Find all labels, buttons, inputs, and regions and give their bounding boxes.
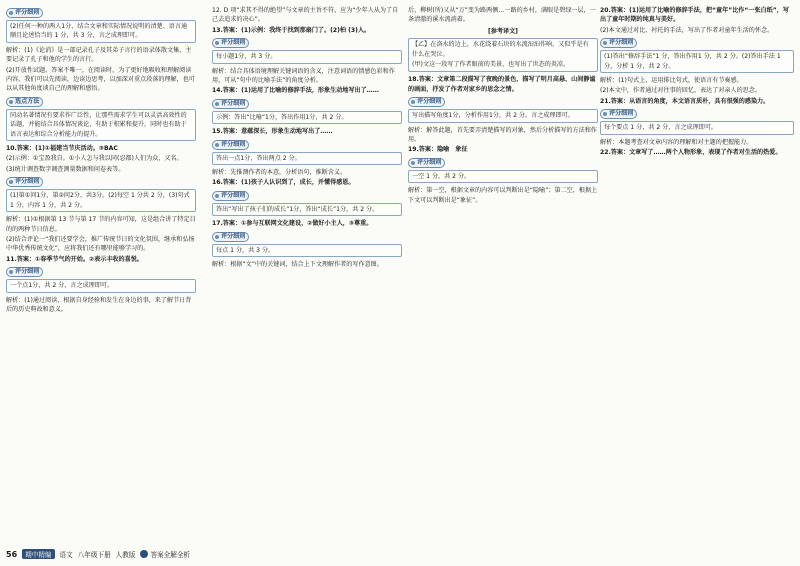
page-number: 56	[6, 549, 18, 559]
scoring-tag: 评分细则	[212, 191, 249, 201]
scoring-tag: 评分细则	[212, 232, 249, 242]
scoring-box: (2)任何一种的两人1分，结合文章和实际情况说明的清楚、语言通顺且论述恰当的 1 分，共 3 分，言之成理即可。	[6, 20, 196, 43]
column-2	[212, 6, 402, 548]
brand-label: 期中精编	[22, 549, 54, 559]
column-3	[408, 6, 598, 548]
scoring-box: (1)答出“修辞手法”1 分，答出作用1 分，共 2 分。(2)答出手法 1 分，分析 1 分，共 2 分。	[600, 50, 794, 73]
scoring-tag: 评分细则	[6, 267, 43, 277]
scoring-box: (1)第①问1分，第②问2分，共3分。(2)每空 1 分共 2 分，(3)句式 1 分，内容 1 分，共 2 分。	[6, 189, 196, 212]
circle-logo-icon	[140, 550, 148, 558]
scoring-box: 答出“写出了孩子们的成长”1分，答出“成长”1分，共 2 分。	[212, 203, 402, 216]
column-1	[6, 6, 196, 536]
answer-18: 18.答案：文章第二段描写了夜晚的景色，描写了明月高悬、山间静谧的画面，抒发了作者对家乡的思念之情。	[408, 76, 596, 93]
scoring-box: 答出一点1分，答出两点 2 分。	[212, 152, 402, 165]
answer-10-c: (3)统计调查数字调查测量数据和问卷表等。	[6, 165, 125, 173]
analysis-paragraph: 解析：(1)通过阅读，根据自身经验和发生在身边的事，来了解节日背后的历史典故和意义。	[6, 296, 192, 313]
scoring-box: 每点 1 分，共 3 分。	[212, 244, 402, 257]
analysis-paragraph: 解析：(1)《论消》是一部记录孔子及其弟子言行的语录体散文集，主要记录了孔子和他的学生的言行。	[6, 46, 192, 64]
page-footer	[6, 547, 366, 561]
scoring-box: 一个点1分，共 2 分，言之成理即可。	[6, 279, 196, 292]
scoring-tag: 评分细则	[212, 99, 249, 109]
analysis-paragraph: 解析：结合具体语境理解关键词语的含义，注意词语的情感色彩和作用，可从“句中的比喻手法”的角度分析。	[212, 67, 395, 85]
analysis-paragraph: 解析：解答此题，首先要弄清楚描写的对象，然后分析描写的方法和作用。	[408, 126, 597, 144]
answer-19: 19.答案：隐喻 象征	[408, 146, 468, 154]
analysis-paragraph: (2)开放性试题。答案不唯一。在阅读时，为了更好地吸收和理解阅读内容，我们可以先阅读，边读边思考，以加深对重点段落的理解，也可以从其他角度谈自己的理解和感悟。	[6, 66, 195, 93]
scoring-box: 一空 1 分，共 2 分。	[408, 170, 598, 183]
paragraph: 后，柳树(所)又从“万”变为路两侧…一路的乡村，满眼是碧绿一层，一条清澈的溪水流淌着。	[408, 7, 596, 24]
scoring-box: 每个要点 1 分，共 2 分，言之成理即可。	[600, 121, 794, 134]
scoring-box: 写出描写角度1分，分析作用1分，共 2 分。言之成理即可。	[408, 109, 598, 122]
answer-17: 17.答案：①参与互联网文化建设，②做好小主人，③尊重。	[212, 220, 373, 228]
answer-22: 22.答案：文章写了……两个人物形象，表现了作者对生活的热爱。	[600, 149, 782, 157]
answer-13: 13.答案：(1)示例：我终于找到那扇门了。(2)柏 (3)人。	[212, 26, 371, 34]
scoring-tag: 评分细则	[212, 38, 249, 48]
analysis-paragraph: 解析：先推测作者的本意，分析语句，推断含义。	[212, 169, 347, 177]
scoring-tag: 评分细则	[600, 38, 637, 48]
analysis-paragraph: (2)结合评论一“我们还要学会，推广传统节日的文化氛围，继承和弘扬中华优秀传统文化”，应将我们还有哪里能够学习的。	[6, 235, 195, 253]
answer-16: 16.答案：(1)孩子人认识到了，成长，并懂得感恩。	[212, 179, 355, 187]
answer-10: 10.答案：(1)①福建当节庆活动。③BAC	[6, 145, 118, 153]
analysis-paragraph: 解析：本题考查对文章内容的理解和对主题的把握能力。	[600, 138, 753, 146]
answer-20-b: (2)本文通过对比、衬托的手法，写出了作者对童年生活的怀念。	[600, 26, 774, 34]
analysis-paragraph: 解析：(1)句式上，运用排比句式，使语言有节奏感。	[600, 77, 743, 85]
scoring-tag: 评分细则	[212, 140, 249, 150]
answer-21: 21.答案：从语言的角度，本文语言质朴，具有很强的感染力。	[600, 97, 770, 105]
scoring-box: 示例：答出“比喻”1分，答出作用1分，共 2 分。	[212, 111, 402, 124]
section-label: 答案全解全析	[150, 551, 191, 559]
analysis-paragraph: 解析：第一空，根据文章的内容可以判断出是“隐喻”；第二空，根据上下文可以判断出是“象征”。	[408, 187, 598, 204]
analysis-paragraph: (2)本文中，作者通过对往事的回忆，表达了对亲人的思念。	[600, 87, 761, 95]
method-box: 同动名著情况有要求作广泛性，让那些需求学生可以灵活高效性的话题，并能结合具体情况谈论，有助于积累和提升，同时也有助于语言表达和综合分析能力的提升。	[6, 109, 196, 141]
translation-box	[408, 38, 598, 72]
column-4	[600, 6, 794, 548]
answer-10-b: (2)示例：①宝盈我自。①小人怎与我以同(忍都)人们为众，又名。	[6, 155, 183, 163]
answer-12: 12. D 项“求其不得的绝望”与文章的主旨不符，应为“少年人从为了自己去追求的决心”。	[212, 7, 399, 24]
edition-label: 人教版	[115, 551, 136, 559]
scoring-tag: 评分细则	[6, 177, 43, 187]
answer-14: 14.答案：(1)运用了比喻的修辞手法，形象生动地写出了……	[212, 87, 379, 95]
scoring-box: 每小题1分，共 3 分。	[212, 50, 402, 63]
answer-15: 15.答案：意蕴深长，形象生动地写出了……	[212, 128, 333, 136]
scoring-tag: 评分细则	[6, 8, 43, 18]
scoring-tag: 评分细则	[408, 97, 445, 107]
translation-paragraph: 【乙】在洛水的边上，水花绕着石块的水流汩汩作响，又似乎是有什么在哭泣。	[412, 41, 589, 58]
analysis-paragraph: 解析：(1)①根据第 13 节与第 17 节的内容可知，这是组合讲了特定目的的两种节日信息。	[6, 216, 196, 233]
subject-label: 语文	[59, 551, 73, 559]
reference-translation-heading: [参考译文]	[488, 27, 518, 35]
translation-paragraph: (甲)文这一段写了作者眼前的美景，也写出了世态的炎凉。	[412, 61, 570, 69]
answer-11: 11.答案：①春季节气的开始。②表示丰收的喜悦。	[6, 255, 143, 263]
scoring-tag: 评分细则	[600, 109, 637, 119]
analysis-paragraph: 解析：根据“文”中的关键词，结合上下文理解作者的写作意图。	[212, 261, 383, 269]
scoring-tag: 评分细则	[408, 158, 445, 168]
grade-label: 八年级下册	[77, 551, 111, 559]
answer-20: 20.答案：(1)运用了比喻的修辞手法，把“童年”比作“一张白纸”，写出了童年时期的纯真与美好。	[600, 7, 789, 24]
method-tag: 选点方法	[6, 97, 43, 107]
